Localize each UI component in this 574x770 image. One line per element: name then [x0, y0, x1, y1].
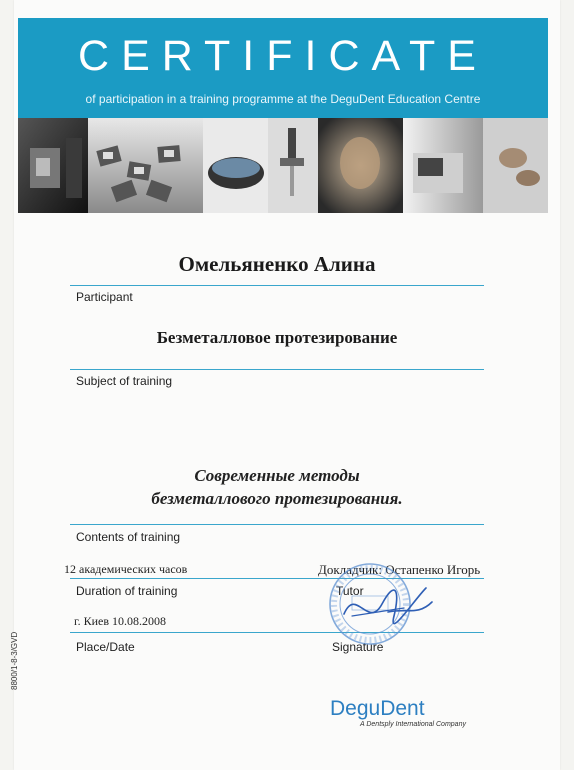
- logo-name: DeguDent: [330, 697, 425, 720]
- subject-label: Subject of training: [76, 374, 173, 388]
- signature-mark: [330, 572, 440, 642]
- photo-strip: [18, 118, 548, 213]
- participant-label: Participant: [76, 290, 133, 304]
- contents-label: Contents of training: [76, 530, 181, 544]
- participant-name: Омельяненко Алина: [178, 252, 376, 276]
- participant-rule: [70, 285, 484, 286]
- subject-value: Безметалловое протезирование: [156, 328, 398, 347]
- certificate-subtitle: of participation in a training programme at the DeguDent Education Centre: [85, 92, 481, 106]
- contents-rule: [70, 524, 484, 525]
- contents-line-2: безметаллового протезирования.: [151, 489, 403, 508]
- place-date-value: г. Киев 10.08.2008: [74, 614, 166, 628]
- training-photos: [18, 118, 548, 213]
- duration-label: Duration of training: [76, 584, 178, 598]
- place-date-label: Place/Date: [76, 640, 135, 654]
- logo-tagline: A Dentsply International Company: [360, 721, 466, 728]
- duration-value: 12 академических часов: [64, 562, 188, 576]
- tutor-value: Докладчик: Остапенко Игорь: [318, 562, 481, 577]
- tutor-label: Tutor: [336, 584, 364, 598]
- document-code: 8800/1-8-3/GVD: [10, 631, 19, 690]
- signature-label: Signature: [332, 640, 384, 654]
- contents-line-1: Современные методы: [194, 466, 360, 485]
- certificate-banner: [18, 18, 548, 118]
- subject-rule: [70, 369, 484, 370]
- certificate-title: CERTIFICATE: [78, 32, 488, 80]
- degudent-logo: [330, 697, 466, 728]
